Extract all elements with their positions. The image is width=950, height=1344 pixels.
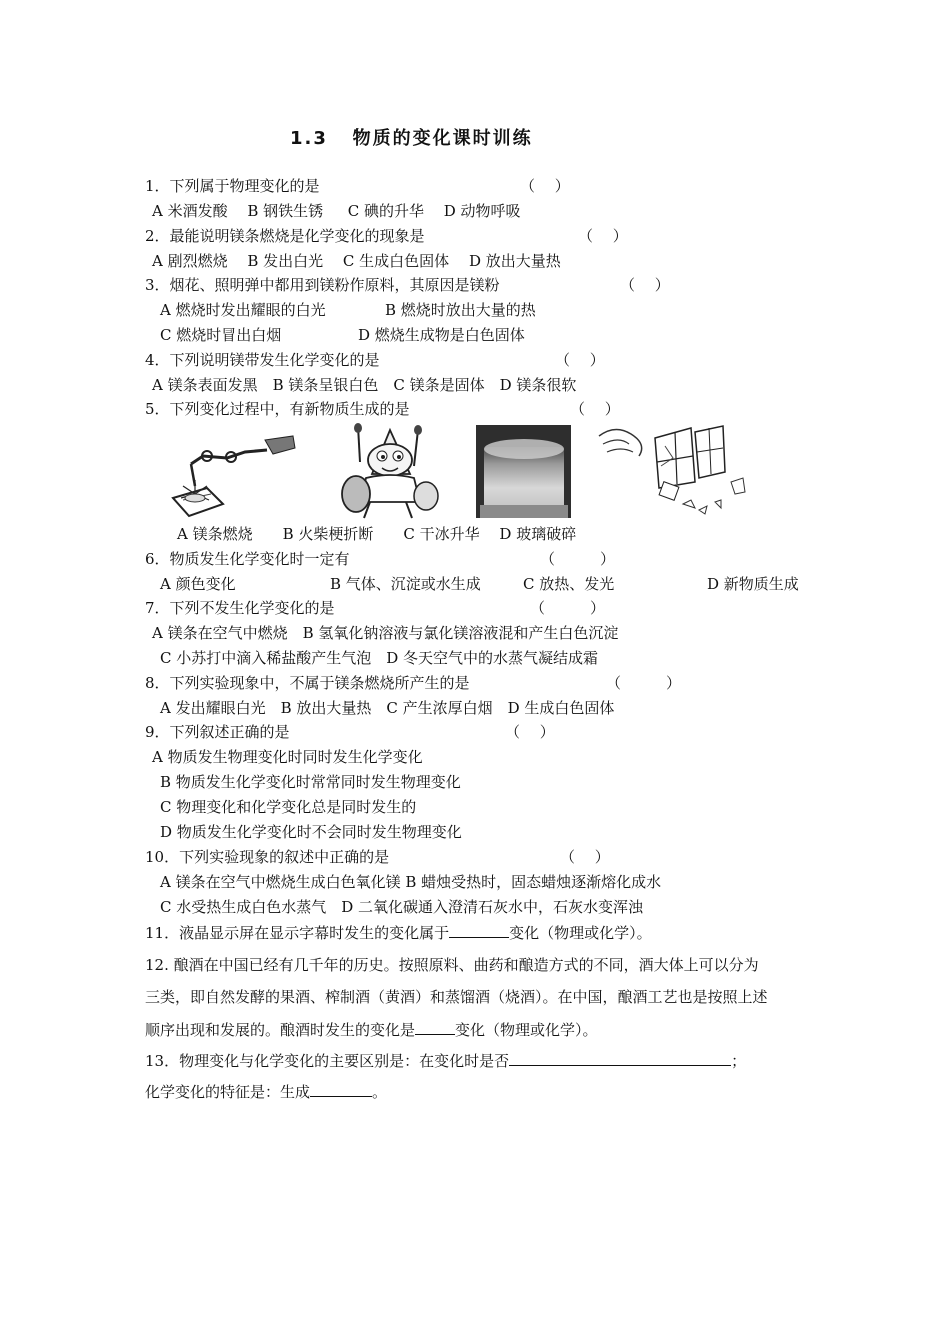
page-title: 1.3 物质的变化课时训练 bbox=[290, 128, 533, 149]
question-10-options-ab: A 镁条在空气中燃烧生成白色氧化镁 B 蜡烛受热时，固态蜡烛逐渐熔化成水 bbox=[160, 873, 662, 891]
question-11 bbox=[145, 922, 652, 943]
option-a: A 燃烧时发出耀眼的白光 bbox=[160, 301, 326, 319]
option-d: D 新物质生成 bbox=[707, 575, 799, 593]
question-7-options-ab: A 镁条在空气中燃烧 B 氢氧化钠溶液与氯化镁溶液混和产生白色沉淀 bbox=[152, 624, 619, 642]
question-3: 3．烟花、照明弹中都用到镁粉作原料，其原因是镁粉 bbox=[145, 276, 500, 294]
question-13-text: 13．物理变化与化学变化的主要区别是：在变化时是否 bbox=[145, 1052, 510, 1070]
option-b: B 燃烧时放出大量的热 bbox=[385, 301, 536, 319]
question-12-line-2: 三类，即自然发酵的果酒、榨制酒（黄酒）和蒸馏酒（烧酒）。在中国，酿酒工艺也是按照上述 bbox=[145, 988, 768, 1006]
question-11-text: 11．液晶显示屏在显示字幕时发生的变化属于 bbox=[145, 924, 450, 942]
magnesium-burning-illustration bbox=[165, 428, 300, 518]
option-c: C 物理变化和化学变化总是同时发生的 bbox=[160, 798, 417, 816]
option-a: A 颜色变化 bbox=[160, 575, 236, 593]
option-c: C 燃烧时冒出白烟 bbox=[160, 326, 282, 344]
answer-paren: （ ） bbox=[540, 550, 616, 568]
answer-paren: （ ） bbox=[530, 599, 606, 617]
question-13-line-2 bbox=[145, 1081, 387, 1102]
glass-breaking-illustration bbox=[595, 422, 755, 522]
answer-paren: （ ） bbox=[505, 723, 555, 741]
question-13-text-2: 化学变化的特征是：生成 bbox=[145, 1083, 311, 1101]
answer-paren: （ ） bbox=[570, 400, 620, 418]
answer-paren: （ ） bbox=[560, 848, 610, 866]
question-4-options: A 镁条表面发黑 B 镁条呈银白色 C 镁条是固体 D 镁条很软 bbox=[152, 376, 577, 394]
question-8: 8．下列实验现象中，不属于镁条燃烧所产生的是 bbox=[145, 674, 470, 692]
answer-paren: （ ） bbox=[606, 674, 682, 692]
question-7: 7．下列不发生化学变化的是 bbox=[145, 599, 335, 617]
option-d: D 物质发生化学变化时不会同时发生物理变化 bbox=[160, 823, 462, 841]
answer-blank[interactable] bbox=[310, 1081, 372, 1097]
match-breaking-illustration bbox=[330, 422, 445, 520]
question-7-options-cd: C 小苏打中滴入稀盐酸产生气泡 D 冬天空气中的水蒸气凝结成霜 bbox=[160, 649, 599, 667]
answer-paren: （ ） bbox=[620, 276, 670, 294]
answer-paren: （ ） bbox=[520, 177, 570, 195]
question-5-options: A 镁条燃烧 B 火柴梗折断 C 干冰升华 D 玻璃破碎 bbox=[177, 525, 577, 543]
question-12-suffix: 变化（物理或化学）。 bbox=[455, 1021, 598, 1039]
question-9: 9．下列叙述正确的是 bbox=[145, 723, 290, 741]
answer-blank[interactable] bbox=[509, 1050, 731, 1066]
question-13 bbox=[145, 1050, 746, 1071]
question-13-end: 。 bbox=[372, 1083, 388, 1101]
option-b: B 气体、沉淀或水生成 bbox=[330, 575, 481, 593]
option-b: B 物质发生化学变化时常常同时发生物理变化 bbox=[160, 773, 461, 791]
question-12-line-3 bbox=[145, 1019, 598, 1040]
answer-blank[interactable] bbox=[415, 1019, 455, 1035]
question-4: 4．下列说明镁带发生化学变化的是 bbox=[145, 351, 380, 369]
answer-blank[interactable] bbox=[449, 922, 509, 938]
question-2: 2．最能说明镁条燃烧是化学变化的现象是 bbox=[145, 227, 425, 245]
question-11-suffix: 变化（物理或化学）。 bbox=[509, 924, 652, 942]
option-c: C 放热、发光 bbox=[523, 575, 615, 593]
question-10-options-cd: C 水受热生成白色水蒸气 D 二氧化碳通入澄清石灰水中，石灰水变浑浊 bbox=[160, 898, 644, 916]
question-1: 1．下列属于物理变化的是 bbox=[145, 177, 320, 195]
question-10: 10．下列实验现象的叙述中正确的是 bbox=[145, 848, 390, 866]
dry-ice-sublimation-photo bbox=[476, 425, 571, 518]
question-1-options: A 米酒发酸 B 钢铁生锈 C 碘的升华 D 动物呼吸 bbox=[152, 202, 521, 220]
option-d: D 燃烧生成物是白色固体 bbox=[358, 326, 525, 344]
answer-paren: （ ） bbox=[578, 227, 628, 245]
answer-paren: （ ） bbox=[555, 351, 605, 369]
question-12-line-1: 12. 酿酒在中国已经有几千年的历史。按照原料、曲药和酿造方式的不同，酒大体上可以分为 bbox=[145, 956, 759, 974]
question-2-options: A 剧烈燃烧 B 发出白光 C 生成白色固体 D 放出大量热 bbox=[152, 252, 561, 270]
question-5: 5．下列变化过程中，有新物质生成的是 bbox=[145, 400, 410, 418]
question-6: 6．物质发生化学变化时一定有 bbox=[145, 550, 350, 568]
question-12-text: 顺序出现和发展的。酿酒时发生的变化是 bbox=[145, 1021, 416, 1039]
question-13-suffix: ； bbox=[731, 1052, 747, 1070]
question-8-options: A 发出耀眼白光 B 放出大量热 C 产生浓厚白烟 D 生成白色固体 bbox=[160, 699, 615, 717]
option-a: A 物质发生物理变化时同时发生化学变化 bbox=[152, 748, 423, 766]
